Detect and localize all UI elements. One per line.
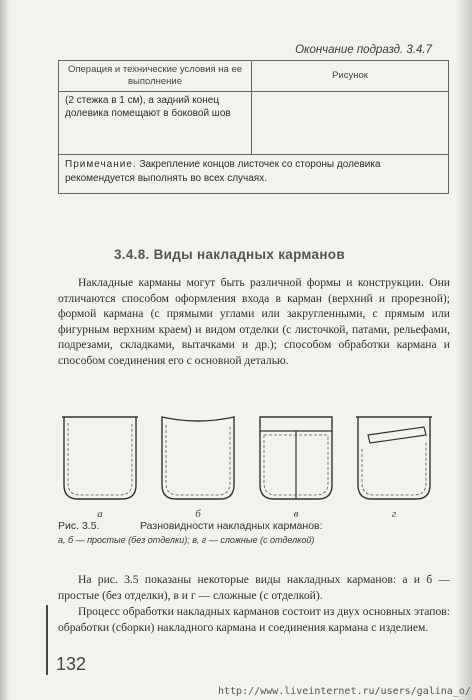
paragraph-figure-ref [58, 572, 450, 603]
table-header-row [59, 61, 449, 92]
figure-letter: в [293, 508, 299, 520]
note-label: Примечание. [65, 159, 137, 170]
pocket-figure-v [258, 415, 334, 520]
figure-caption-text: Разновидности накладных карманов: [140, 520, 323, 532]
pocket-b-drawing [160, 415, 236, 501]
figure-letter: г [391, 508, 397, 520]
figure-letter: б [195, 508, 201, 520]
pocket-figure-g [356, 415, 432, 520]
paragraph-text: Процесс обработки накладных карманов состоит из двух основных этапов: обработки (сборки) накладного кармана и соединения кармана с изделием. [58, 605, 450, 634]
margin-rule [46, 605, 48, 675]
watermark-url: http://www.liveinternet.ru/users/galina_o/ [218, 686, 471, 697]
running-head: Окончание подразд. 3.4.7 [295, 44, 432, 56]
paragraph-text: На рис. 3.5 показаны некоторые виды накладных карманов: а и б — простые (без отделки), в и г — сложные (с отделкой). [58, 573, 450, 602]
table-header-figure: Рисунок [252, 61, 449, 92]
pocket-figure-a [62, 415, 138, 520]
section-title: 3.4.8. Виды накладных карманов [114, 247, 345, 262]
table-note [59, 155, 449, 194]
pocket-figure-b [160, 415, 236, 520]
table-header-operation: Операция и технические условия на ее выполнение [59, 61, 252, 92]
page-gutter-shadow [0, 0, 10, 700]
paragraph-text: Накладные карманы могут быть различной формы и конструкции. Они отличаются способом оформления входа в карман (верхний и прорезной); формой кармана (с прямыми углами или закругленными, с прямым или фигурным верхним краем) и видом отделки (с листочкой, патами, рельефами, подрезами, складками, вытачками и др.); способом обработки кармана и способом соединения его с основной деталью. [58, 276, 450, 367]
figure-letter: а [97, 508, 103, 520]
page-edge-shadow [456, 0, 472, 700]
table-cell-operation: (2 стежка в 1 см), а задний конец долевика помещают в боковой шов [59, 92, 252, 155]
operations-table [58, 60, 449, 194]
paragraph-intro [58, 275, 450, 369]
pocket-figures [58, 415, 450, 535]
figure-caption [58, 520, 450, 532]
figure-subcaption: а, б — простые (без отделки); в, г — сложные (с отделкой) [58, 535, 315, 545]
note-text: Закрепление концов листочек со стороны долевика рекомендуется выполнять во всех случаях. [65, 159, 381, 184]
pocket-v-drawing [258, 415, 334, 501]
table-row [59, 92, 449, 155]
table-note-row [59, 155, 449, 194]
pocket-a-drawing [62, 415, 138, 501]
table-cell-figure [252, 92, 449, 155]
paragraph-process [58, 604, 450, 635]
pocket-g-drawing [356, 415, 432, 501]
figure-number: Рис. 3.5. [58, 520, 100, 532]
page-number: 132 [56, 654, 87, 674]
